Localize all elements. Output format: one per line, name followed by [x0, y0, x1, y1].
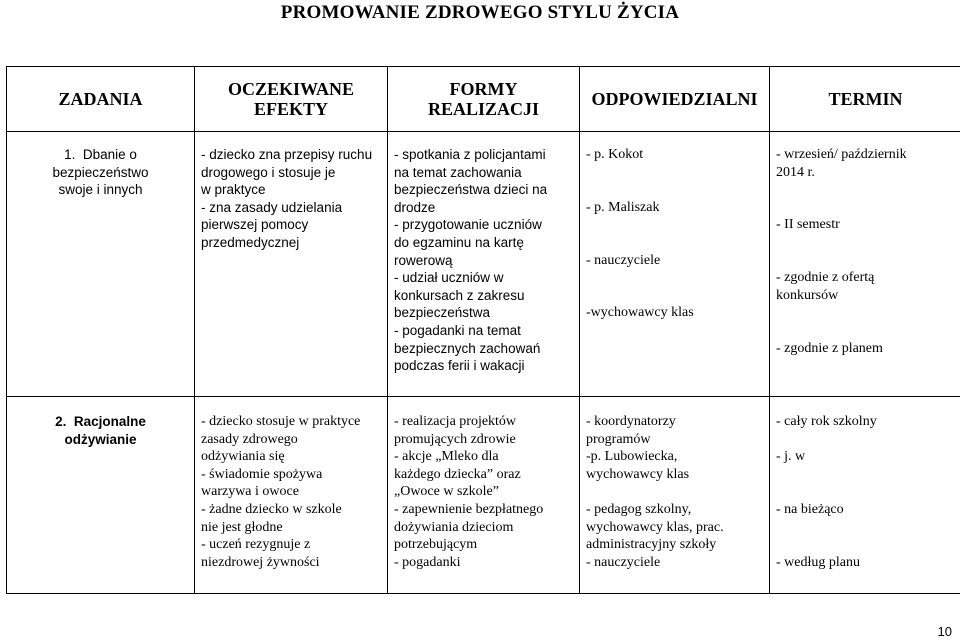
- responsible-line: -wychowawcy klas: [586, 305, 694, 321]
- responsible-cell: [580, 132, 770, 397]
- deadline-line: [776, 466, 957, 484]
- responsible-line: - pedagog szkolny,: [586, 501, 692, 517]
- deadline-text: [770, 397, 960, 571]
- deadline-line: [776, 483, 957, 501]
- header-efekty: OCZEKIWANE EFEKTY: [195, 67, 388, 132]
- effects-text: [195, 397, 387, 571]
- effects-line: niezdrowej żywności: [201, 554, 320, 570]
- header-zadania: ZADANIA: [7, 67, 195, 132]
- forms-text: [388, 132, 579, 375]
- table-header-row: [7, 67, 960, 132]
- forms-line: rowerową: [394, 252, 453, 268]
- task-cell: [7, 397, 195, 594]
- effects-line: przedmedycznej: [201, 234, 300, 250]
- header-formy: FORMY REALIZACJI: [388, 67, 580, 132]
- deadline-line: 2014 r.: [776, 164, 815, 180]
- forms-line: - akcje „Mleko dla: [394, 449, 499, 465]
- deadline-line: [776, 322, 957, 340]
- forms-line: konkursach z zakresu: [394, 287, 525, 303]
- forms-line: - pogadanki: [394, 554, 461, 570]
- task-text: [7, 132, 194, 199]
- task-text: [7, 397, 194, 448]
- responsible-line: [586, 164, 765, 182]
- forms-line: - realizacja projektów: [394, 414, 517, 429]
- responsible-line: [586, 234, 765, 252]
- forms-line: potrzebującym: [394, 537, 478, 553]
- forms-line: drodze: [394, 199, 436, 215]
- effects-line: nie jest głodne: [201, 519, 283, 535]
- deadline-line: [776, 234, 957, 252]
- forms-line: na temat zachowania: [394, 164, 522, 180]
- effects-line: w praktyce: [201, 182, 266, 198]
- effects-line: - świadomie spożywa: [201, 466, 323, 482]
- header-odpowiedzialni: ODPOWIEDZIALNI: [580, 67, 770, 132]
- responsible-line: programów: [586, 431, 651, 447]
- deadline-line: [776, 181, 957, 199]
- deadline-line: - na bieżąco: [776, 501, 844, 517]
- deadline-line: [776, 536, 957, 554]
- effects-line: drogowego i stosuje je: [201, 164, 336, 180]
- responsible-text: [580, 397, 769, 571]
- forms-line: - spotkania z policjantami: [394, 147, 546, 162]
- responsible-line: administracyjny szkoły: [586, 537, 717, 553]
- forms-line: bezpieczeństwa dzieci na: [394, 182, 548, 198]
- responsible-line: wychowawcy klas: [586, 466, 690, 482]
- deadline-line: - cały rok szkolny: [776, 414, 877, 429]
- deadline-line: [776, 519, 957, 537]
- effects-line: pierwszej pomocy: [201, 217, 309, 233]
- forms-line: - udział uczniów w: [394, 270, 504, 286]
- forms-line: promujących zdrowie: [394, 431, 516, 447]
- effects-line: odżywiania się: [201, 449, 285, 465]
- effects-line: warzywa i owoce: [201, 484, 299, 500]
- task-line: 2. Racjonalne: [55, 414, 146, 429]
- forms-line: „Owoce w szkole”: [394, 484, 499, 500]
- forms-line: każdego dziecka” oraz: [394, 466, 521, 482]
- effects-line: - dziecko stosuje w praktyce: [201, 414, 361, 429]
- deadline-cell: [770, 132, 960, 397]
- forms-line: dożywiania dzieciom: [394, 519, 514, 535]
- deadline-text: [770, 132, 960, 357]
- deadline-line: - zgodnie z ofertą: [776, 270, 875, 286]
- deadline-line: [776, 304, 957, 322]
- page-number: 10: [937, 624, 952, 639]
- responsible-text: [580, 132, 769, 322]
- effects-text: [195, 132, 387, 252]
- effects-line: - uczeń rezygnuje z: [201, 537, 311, 553]
- responsible-line: [586, 287, 765, 305]
- forms-line: bezpiecznych zachowań: [394, 340, 541, 356]
- task-line: swoje i innych: [58, 182, 143, 198]
- forms-line: - przygotowanie uczniów: [394, 217, 542, 233]
- plan-table: [6, 66, 960, 594]
- forms-cell: [388, 132, 580, 397]
- header-termin: TERMIN: [770, 67, 960, 132]
- table-row: [7, 397, 960, 594]
- responsible-line: [586, 269, 765, 287]
- deadline-line: - zgodnie z planem: [776, 340, 883, 356]
- effects-line: - zna zasady udzielania: [201, 199, 343, 215]
- responsible-line: - koordynatorzy: [586, 414, 676, 429]
- forms-text: [388, 397, 579, 571]
- responsible-line: - p. Maliszak: [586, 199, 660, 215]
- responsible-line: [586, 216, 765, 234]
- effects-line: zasady zdrowego: [201, 431, 298, 447]
- deadline-line: - wrzesień/ październik: [776, 147, 907, 162]
- forms-line: - zapewnienie bezpłatnego: [394, 501, 544, 517]
- responsible-line: - nauczyciele: [586, 554, 661, 570]
- responsible-line: - p. Kokot: [586, 147, 644, 162]
- task-line: 1. Dbanie o: [64, 147, 137, 162]
- forms-line: do egzaminu na kartę: [394, 234, 524, 250]
- task-line: bezpieczeństwo: [52, 164, 149, 180]
- responsible-line: [586, 483, 765, 501]
- deadline-line: [776, 431, 957, 449]
- forms-line: bezpieczeństwa: [394, 305, 491, 321]
- effects-line: - żadne dziecko w szkole: [201, 501, 342, 517]
- forms-cell: [388, 397, 580, 594]
- page-title: PROMOWANIE ZDROWEGO STYLU ŻYCIA: [280, 2, 680, 23]
- deadline-line: [776, 252, 957, 270]
- deadline-line: - według planu: [776, 554, 860, 570]
- responsible-line: wychowawcy klas, prac.: [586, 519, 724, 535]
- table-row: [7, 132, 960, 397]
- deadline-line: [776, 199, 957, 217]
- deadline-cell: [770, 397, 960, 594]
- effects-cell: [195, 397, 388, 594]
- task-line: odżywianie: [64, 431, 137, 447]
- forms-line: podczas ferii i wakacji: [394, 358, 525, 374]
- effects-line: - dziecko zna przepisy ruchu: [201, 147, 373, 162]
- deadline-line: - II semestr: [776, 217, 840, 233]
- task-cell: [7, 132, 195, 397]
- deadline-line: - j. w: [776, 449, 806, 465]
- deadline-line: konkursów: [776, 287, 839, 303]
- effects-cell: [195, 132, 388, 397]
- responsible-line: - nauczyciele: [586, 252, 661, 268]
- responsible-cell: [580, 397, 770, 594]
- responsible-line: [586, 181, 765, 199]
- responsible-line: -p. Lubowiecka,: [586, 449, 678, 465]
- forms-line: - pogadanki na temat: [394, 322, 521, 338]
